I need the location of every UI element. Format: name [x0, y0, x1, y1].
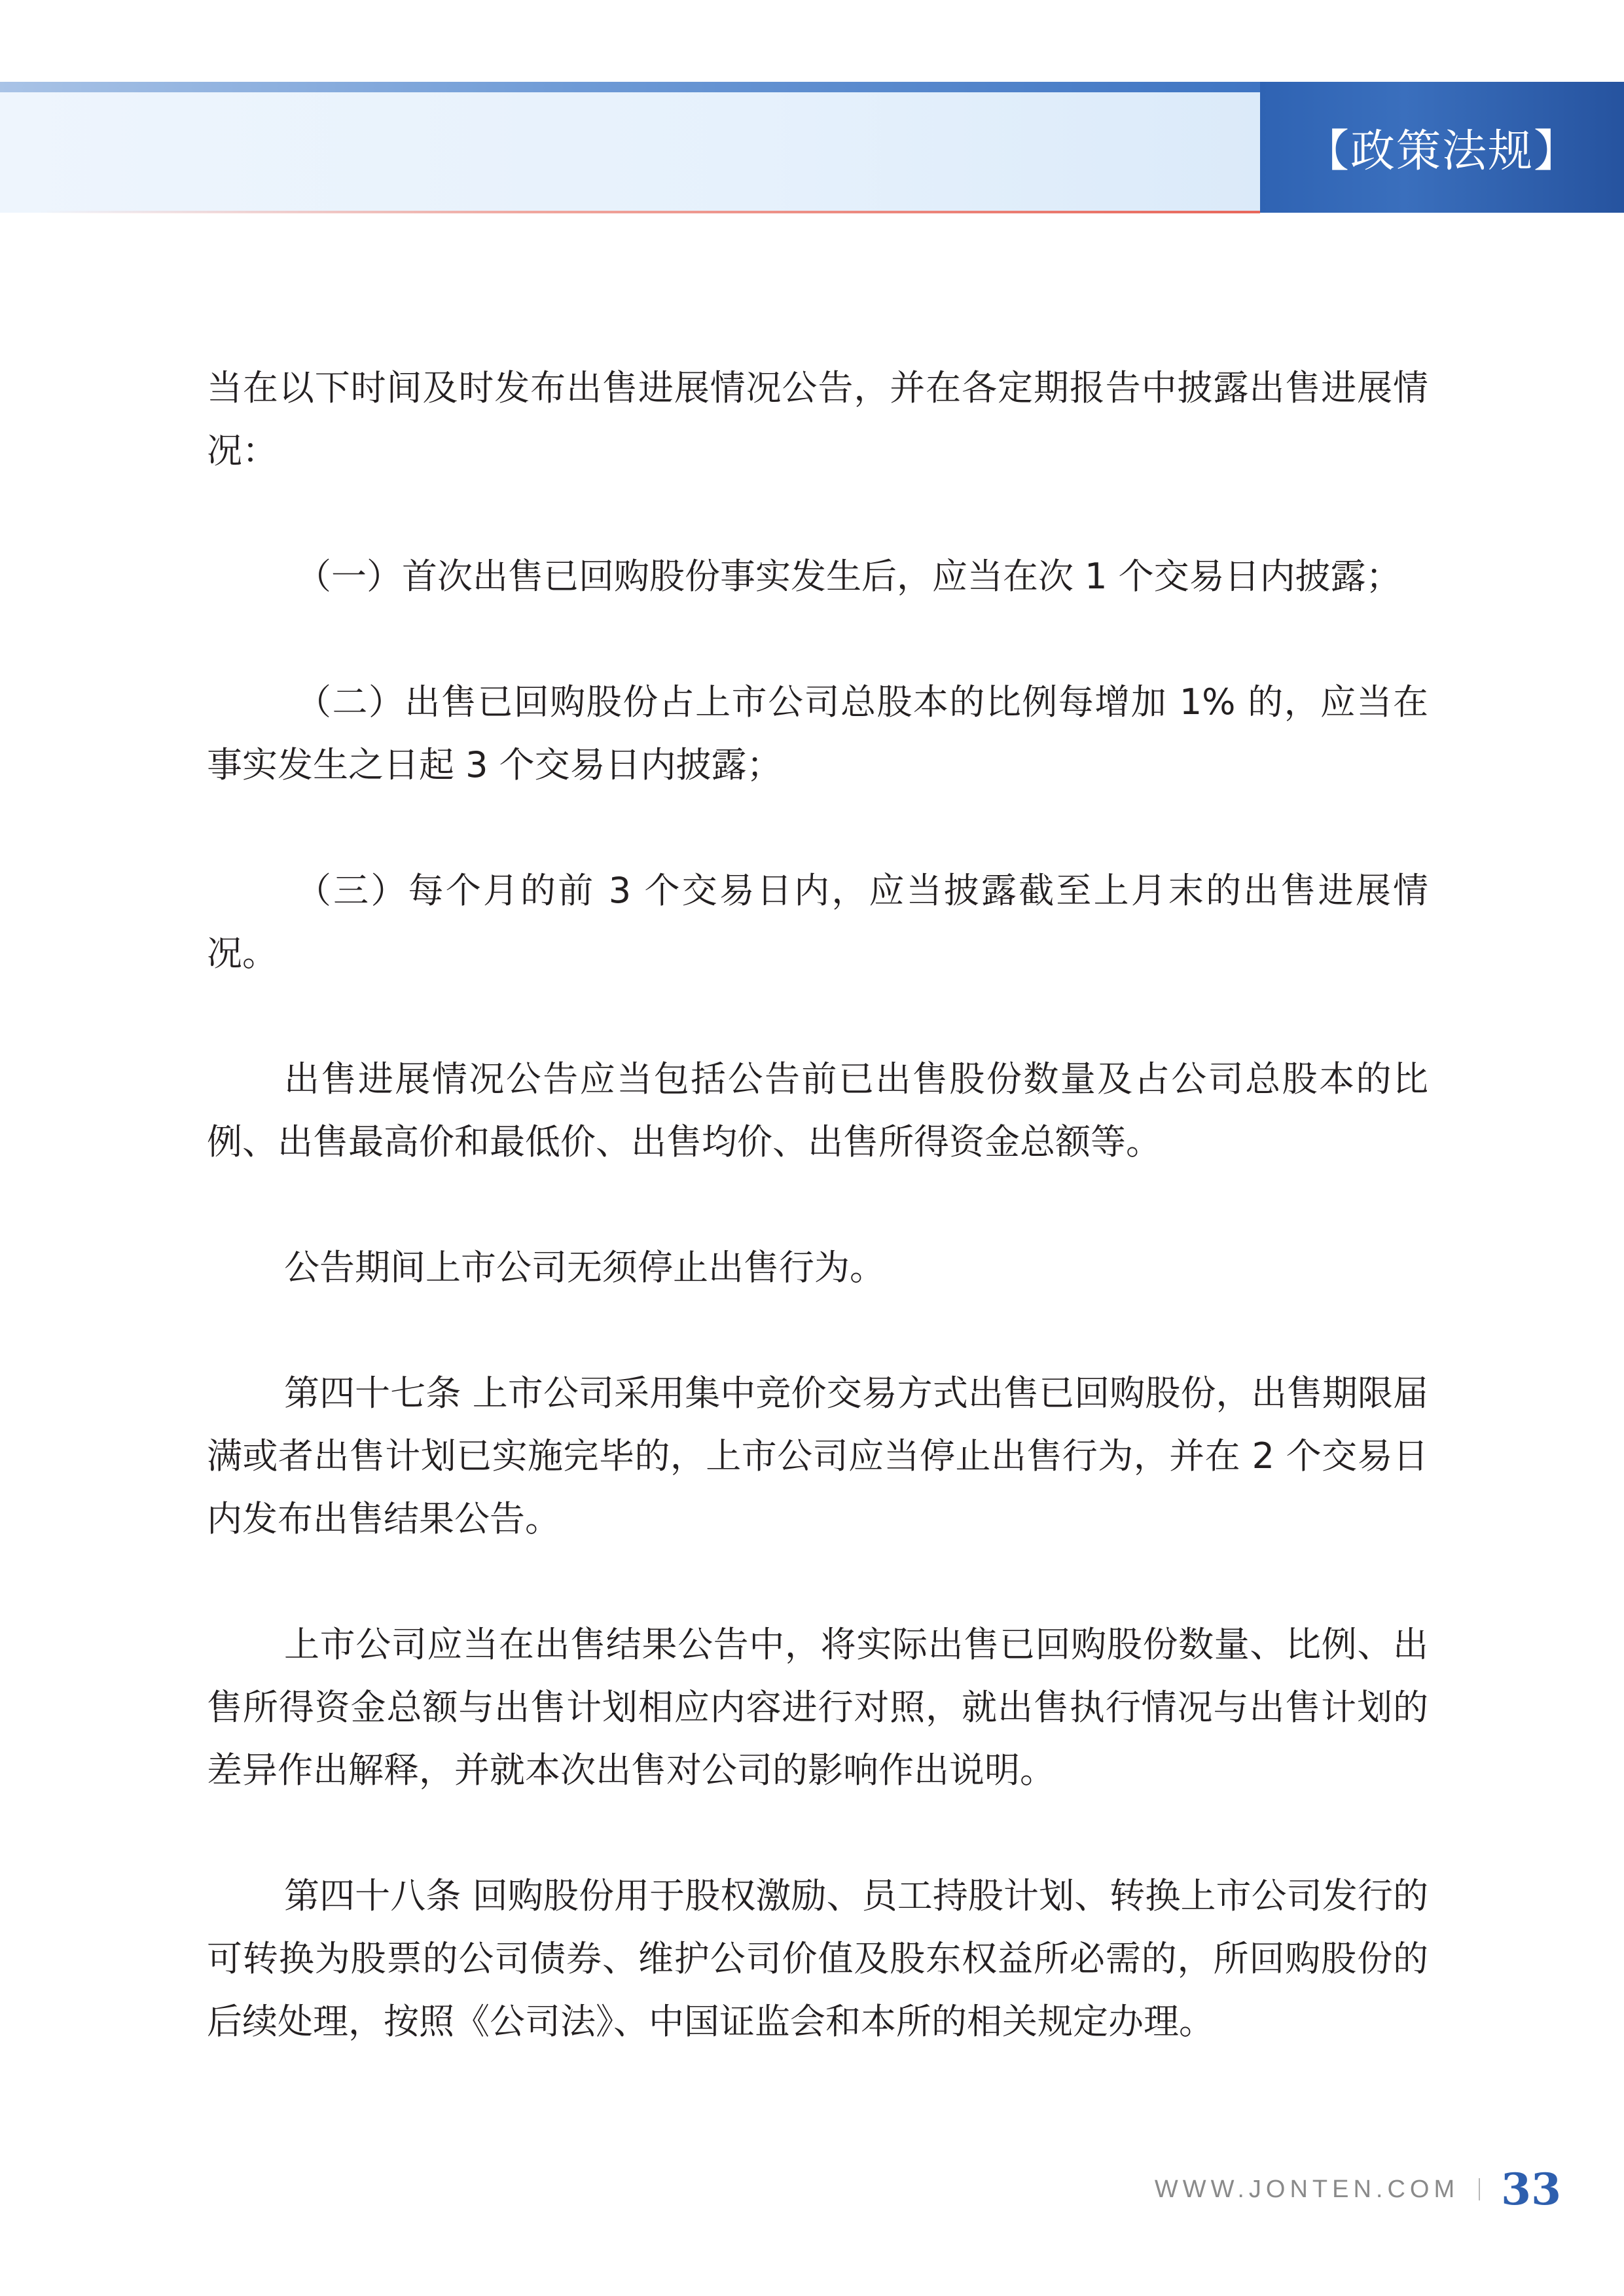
section-tag	[1260, 82, 1624, 213]
footer-divider	[1479, 2178, 1480, 2200]
header-top-rule	[0, 82, 1260, 92]
paragraph-continuation: 当在以下时间及时发布出售进展情况公告，并在各定期报告中披露出售进展情况：	[207, 367, 1428, 471]
document-body	[207, 357, 1428, 2116]
website-link[interactable]: WWW.JONTEN.COM	[1154, 2175, 1460, 2203]
paragraph-no-stop: 公告期间上市公司无须停止出售行为。	[284, 1247, 885, 1288]
section-tag-label: 【政策法规】	[1304, 125, 1579, 177]
list-item-3: （三）每个月的前 3 个交易日内，应当披露截至上月末的出售进展情况。	[207, 870, 1428, 974]
paragraph-progress-content: 出售进展情况公告应当包括公告前已出售股份数量及占公司总股本的比例、出售最高价和最低价、出售均价、出售所得资金总额等。	[207, 1058, 1428, 1162]
list-item-1: （一）首次出售已回购股份事实发生后，应当在次 1 个交易日内披露；	[296, 556, 1401, 597]
article-47: 第四十七条 上市公司采用集中竞价交易方式出售已回购股份，出售期限届满或者出售计划已实施完毕的，上市公司应当停止出售行为，并在 2 个交易日内发布出售结果公告。	[207, 1372, 1428, 1539]
list-item-2: （二）出售已回购股份占上市公司总股本的比例每增加 1% 的，应当在事实发生之日起 3 个交易日内披露；	[207, 681, 1428, 785]
footer	[1155, 2160, 1561, 2219]
article-48: 第四十八条 回购股份用于股权激励、员工持股计划、转换上市公司发行的可转换为股票的公司债券、维护公司价值及股东权益所必需的，所回购股份的后续处理，按照《公司法》、中国证监会和本所的相关规定办理。	[207, 1875, 1428, 2042]
page-number: 33	[1501, 2164, 1561, 2215]
header-underline	[39, 211, 1260, 213]
header-band	[0, 92, 1260, 213]
paragraph-result-announcement: 上市公司应当在出售结果公告中，将实际出售已回购股份数量、比例、出售所得资金总额与出售计划相应内容进行对照，就出售执行情况与出售计划的差异作出解释，并就本次出售对公司的影响作出说明。	[207, 1624, 1428, 1791]
